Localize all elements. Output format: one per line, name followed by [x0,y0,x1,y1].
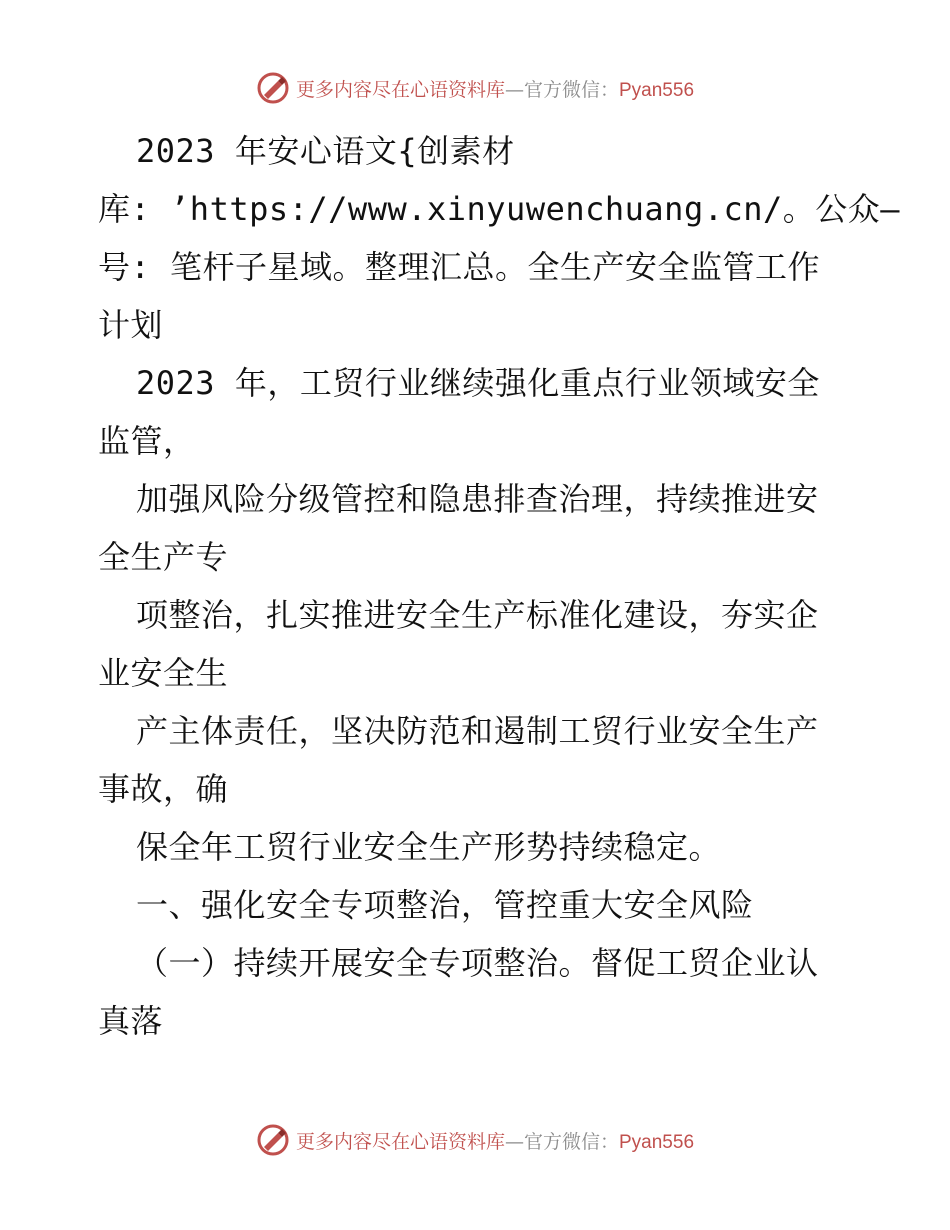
document-line: 2023 年安心语文{创素材 [136,132,515,170]
banner-wechat-id: Pyan556 [619,1131,695,1153]
document-line: 号: 笔杆子星域。整理汇总。全生产安全监管工作 [98,248,821,286]
document-line: 监管， [98,422,196,460]
banner-content [256,71,694,105]
footer-banner [0,1120,950,1160]
document-line: 一、强化安全专项整治，管控重大安全风险 [136,886,754,924]
document-line: 产主体责任，坚决防范和遏制工贸行业安全生产 [136,712,819,750]
document-line: 项整治，扎实推进安全生产标准化建设，夯实企 [136,596,819,634]
document-line: 计划 [98,306,164,344]
banner-main-text: 更多内容尽在心语资料库 [295,78,505,101]
document-line: 真落 [98,1002,164,1040]
banner-dash-text: —官方微信： [504,1130,619,1153]
banner-content [256,1123,694,1157]
document-line: 全生产专 [98,538,229,576]
document-line: 保全年工贸行业安全生产形势持续稳定。 [136,828,722,866]
banner-text [296,1127,694,1154]
document-line: 事故，确 [98,770,229,808]
document-line: （一）持续开展安全专项整治。督促工贸企业认 [136,944,819,982]
document-line: 业安全生 [98,654,229,692]
pen-logo-icon [256,71,290,105]
banner-dash-text: —官方微信： [504,78,619,101]
banner-main-text: 更多内容尽在心语资料库 [295,1130,505,1153]
document-body [98,122,901,1050]
header-banner [0,68,950,108]
pen-logo-icon [256,1123,290,1157]
document-line: 库: ’https://www.xinyuwenchuang.cn/。公众— [98,190,901,228]
document-line: 2023 年，工贸行业继续强化重点行业领域安全 [136,364,820,402]
banner-wechat-id: Pyan556 [619,79,695,101]
banner-text [296,75,694,102]
document-line: 加强风险分级管控和隐患排查治理，持续推进安 [136,480,819,518]
